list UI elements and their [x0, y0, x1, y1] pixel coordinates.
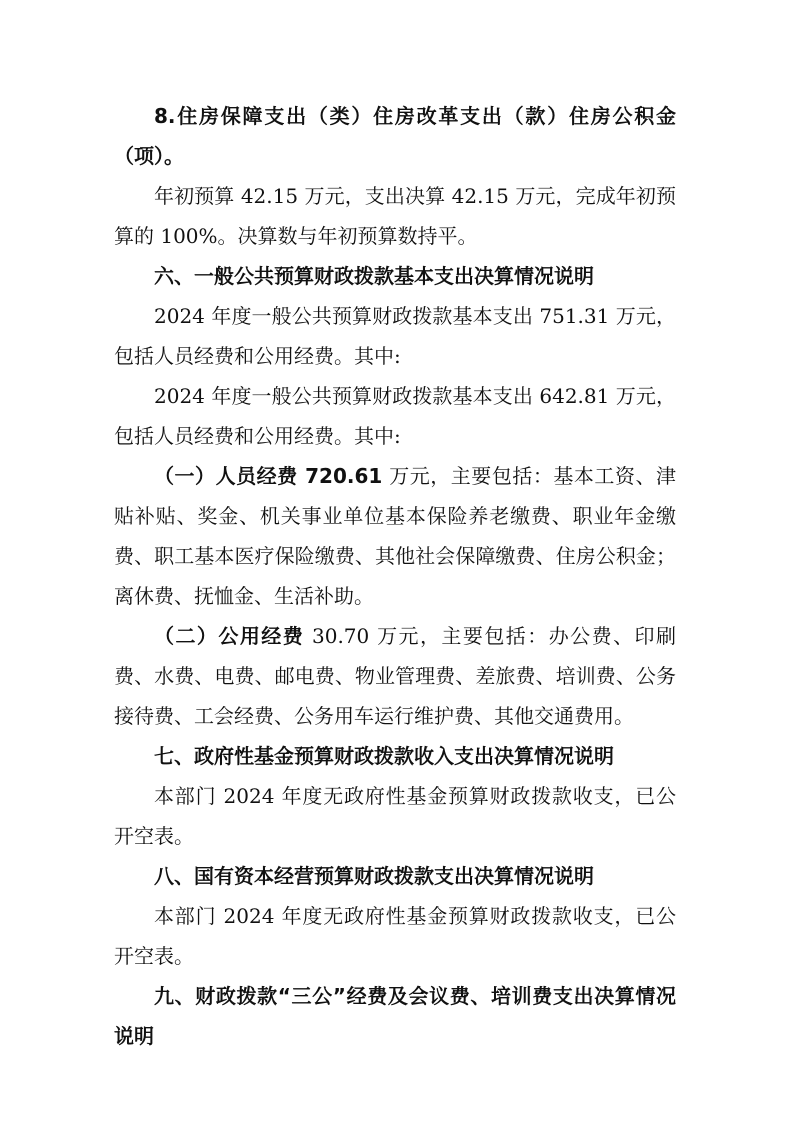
section-7-paragraph: 本部门 2024 年度无政府性基金预算财政拨款收支，已公开空表。: [114, 784, 676, 848]
section-6-paragraph-1: 2024 年度一般公共预算财政拨款基本支出 751.31 万元，包括人员经费和公用经费。其中:: [114, 304, 676, 368]
section-7-heading: 七、政府性基金预算财政拨款收入支出决算情况说明: [154, 744, 614, 768]
public-expense-text: 30.70 万元，主要包括：办公费、印刷费、水费、电费、邮电费、物业管理费、差旅费、培训费、公务接待费、工会经费、公务用车运行维护费、其他交通费用。: [114, 624, 676, 728]
public-expense-paragraph: [114, 616, 676, 736]
personnel-expense-label: （一）人员经费 720.61: [154, 464, 383, 488]
section-9-heading: 九、财政拨款“三公”经费及会议费、培训费支出决算情况说明: [114, 984, 676, 1048]
item8-paragraph: 年初预算 42.15 万元，支出决算 42.15 万元，完成年初预算的 100%。决算数与年初预算数持平。: [114, 184, 676, 248]
public-expense-label: （二）公用经费: [154, 624, 305, 648]
section-6-heading: 六、一般公共预算财政拨款基本支出决算情况说明: [154, 264, 594, 288]
section-6-paragraph-2: 2024 年度一般公共预算财政拨款基本支出 642.81 万元，包括人员经费和公用经费。其中:: [114, 384, 676, 448]
section-8-heading: 八、国有资本经营预算财政拨款支出决算情况说明: [154, 864, 594, 888]
personnel-expense-text: 万元，主要包括：基本工资、津贴补贴、奖金、机关事业单位基本保险养老缴费、职业年金缴费、职工基本医疗保险缴费、其他社会保障缴费、住房公积金；离休费、抚恤金、生活补助。: [114, 464, 677, 608]
document-body: [114, 96, 676, 1056]
section-8-paragraph: 本部门 2024 年度无政府性基金预算财政拨款收支，已公开空表。: [114, 904, 676, 968]
personnel-expense-paragraph: [114, 456, 676, 616]
item8-heading: 8.住房保障支出（类）住房改革支出（款）住房公积金（项）。: [114, 104, 676, 168]
